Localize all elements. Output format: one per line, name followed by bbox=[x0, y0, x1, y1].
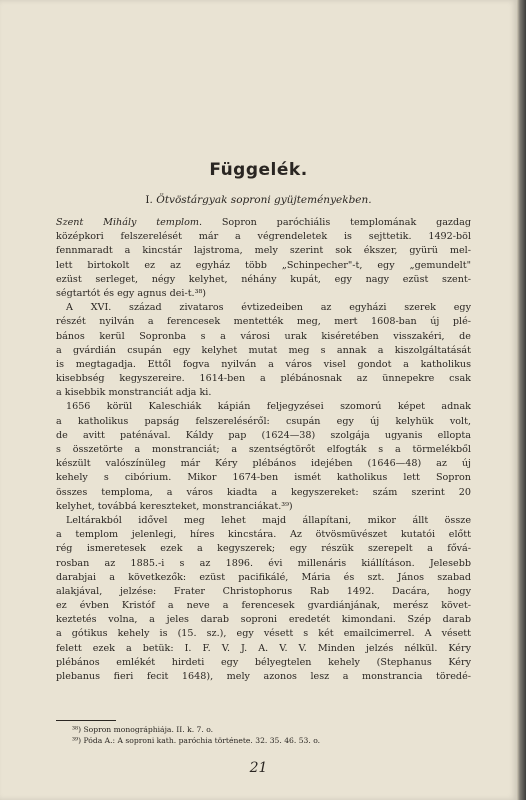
text-line bbox=[56, 599, 471, 613]
text-line bbox=[56, 500, 471, 514]
footnote-39: ³⁹) Póda A.: A soproni kath. paróchia története. 32. 35. 46. 53. o. bbox=[72, 736, 321, 745]
page-number: 21 bbox=[249, 760, 268, 776]
text-line bbox=[56, 471, 471, 485]
line-text: Leltárakból idővel meg lehet majd állapítani, mikor állt össze bbox=[66, 514, 471, 526]
line-text: alakjával, jelzése: Frater Christophorus Rab 1492. Dacára, hogy bbox=[56, 585, 471, 597]
text-line bbox=[56, 585, 471, 599]
line-text: is megtagadja. Ettől fogva nyilván a város visel gondot a katholikus bbox=[56, 358, 471, 370]
text-line bbox=[56, 670, 471, 684]
line-text: a templom jelenlegi, híres kincstára. Az ötvösmüvészet kutatói előtt bbox=[56, 529, 471, 541]
body-text bbox=[56, 216, 471, 684]
line-text: plébános emlékét hirdeti egy bélyegtelen kehely (Stephanus Kéry bbox=[56, 656, 471, 668]
text-line bbox=[56, 301, 471, 315]
text-line bbox=[56, 486, 471, 500]
text-line bbox=[56, 315, 471, 329]
line-text: kelyhet, továbbá kereszteket, monstranciákat.³⁹) bbox=[56, 500, 293, 512]
text-line bbox=[56, 429, 471, 443]
text-line bbox=[56, 330, 471, 344]
paragraph-lead: Szent Mihály templom. bbox=[56, 217, 203, 228]
footnote-38: ³⁸) Sopron monográphiája. II. k. 7. o. bbox=[72, 725, 214, 734]
text-line bbox=[56, 642, 471, 656]
page-heading: Függelék. bbox=[209, 160, 308, 180]
line-text: rosban az 1885.-i s az 1896. évi millenáris kiállításon. Jelesebb bbox=[56, 557, 471, 569]
line-text: darabjai a következők: ezüst pacifikálé, Mária és szt. János szabad bbox=[56, 571, 471, 583]
text-line bbox=[56, 627, 471, 641]
footnote-divider bbox=[56, 720, 116, 721]
line-text: keztetés volna, a jeles darab soproni eredetét kimondani. Szép darab bbox=[56, 614, 471, 626]
line-text: Sopron paróchiális templomának gazdag bbox=[202, 217, 471, 228]
line-text: A XVI. század zivataros évtizedeiben az egyházi szerek egy bbox=[66, 302, 471, 314]
line-text: ezüst serleget, négy kelyhet, néhány kupát, egy nagy ezüst szent- bbox=[56, 273, 471, 285]
text-line bbox=[56, 542, 471, 556]
line-text: ségtartót és egy agnus dei-t.³⁸) bbox=[56, 287, 207, 299]
line-text: lett birtokolt ez az egyház több „Schinpecher"-t, egy „gemundelt" bbox=[56, 259, 471, 271]
text-line bbox=[56, 528, 471, 542]
line-text: részét nyilván a ferencesek mentették meg, mert 1608-ban új plé- bbox=[56, 316, 471, 328]
line-text: középkori felszerelését már a végrendeletek is sejttetik. 1492-böl bbox=[56, 231, 471, 243]
section-title: Ötvöstárgyak soproni gyüjteményekben. bbox=[156, 194, 372, 206]
footnotes bbox=[72, 724, 472, 746]
text-line bbox=[56, 344, 471, 358]
line-text: készült valószínüleg már Kéry plébános idejében (1646—48) az új bbox=[56, 458, 471, 470]
line-text: kehely s cibórium. Mikor 1674-ben ismét katholikus lett Sopron bbox=[56, 472, 471, 484]
text-line bbox=[56, 287, 471, 301]
text-line bbox=[56, 358, 471, 372]
text-line bbox=[56, 514, 471, 528]
page-edge bbox=[517, 0, 526, 800]
line-text: kisebbség kegyszereire. 1614-ben a plébánosnak az ünnepekre csak bbox=[56, 373, 471, 385]
text-line bbox=[56, 557, 471, 571]
text-line bbox=[56, 400, 471, 414]
line-text: a gótikus kehely is (15. sz.), egy vésett s két emailcimerrel. A vésett bbox=[56, 628, 471, 640]
text-line bbox=[56, 259, 471, 273]
line-text: rég ismeretesek ezek a kegyszerek; egy részük szerepelt a fővá- bbox=[56, 543, 471, 555]
section-number: I. bbox=[145, 194, 153, 206]
line-text: 1656 körül Kaleschiák kápián feljegyzései szomorú képet adnak bbox=[66, 401, 471, 413]
line-text: a katholikus papság felszereléséről: csupán egy új kelyhük volt, bbox=[56, 415, 471, 427]
text-line bbox=[56, 443, 471, 457]
text-line bbox=[56, 457, 471, 471]
line-text: a kisebbik monstranciát adja ki. bbox=[56, 387, 212, 399]
line-text: a gvárdián csupán egy kelyhet mutat meg s annak a kiszolgáltatását bbox=[56, 344, 471, 356]
text-line bbox=[56, 230, 471, 244]
line-text: de avitt paténával. Káldy pap (1624—38) szolgája ugyanis ellopta bbox=[56, 429, 471, 441]
line-text: bános kerül Sopronba s a városi urak kiséretében visszakéri, de bbox=[56, 330, 471, 342]
line-text: felett ezek a betük: I. F. V. J. A. V. V. Minden jelzés nélkül. Kéry bbox=[56, 642, 471, 654]
line-text: ez évben Kristóf a neve a ferencesek gvardiánjának, merész követ- bbox=[56, 600, 471, 612]
text-line bbox=[56, 216, 471, 230]
text-line bbox=[56, 372, 471, 386]
line-text: plebanus fieri fecit 1648), mely azonos lesz a monstrancia töredé- bbox=[56, 671, 471, 682]
text-line bbox=[56, 244, 471, 258]
text-line bbox=[56, 613, 471, 627]
text-line bbox=[56, 571, 471, 585]
line-text: fennmaradt a kincstár lajstroma, mely szerint sok ékszer, gyürü mel- bbox=[56, 245, 471, 257]
text-line bbox=[56, 656, 471, 670]
text-line bbox=[56, 273, 471, 287]
line-text: s összetörte a monstranciát; a szentségtörőt elfogták s a törmelékből bbox=[56, 444, 471, 455]
text-line bbox=[56, 415, 471, 429]
section-subheading bbox=[0, 194, 517, 206]
line-text: összes temploma, a város kiadta a kegyszereket: szám szerint 20 bbox=[56, 486, 471, 498]
text-line bbox=[56, 386, 471, 400]
